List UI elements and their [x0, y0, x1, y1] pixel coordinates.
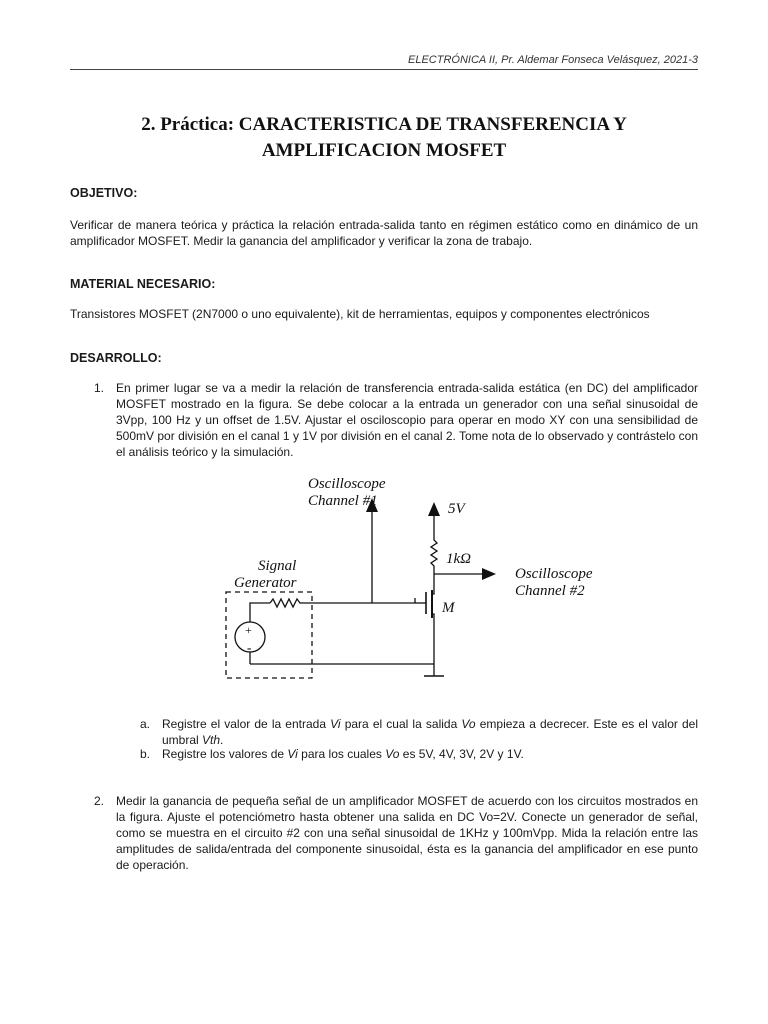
list-item-text: Medir la ganancia de pequeña señal de un amplificador MOSFET de acuerdo con los circuitos mostrados en la figura. Ajuste el potenciómetro hasta obtener una salida en DC Vo=2V. Conecte un generador de señal, como se muestra en el circuito #2 con una señal sinusoidal de 1KHz y 100mVpp. Mida la relación entre las amplitudes de salida/entrada del componente sinusoidal, ésta es la ganancia del amplificador en ese punto de operación.: [116, 794, 698, 872]
mosfet-circuit-diagram: [220, 468, 620, 688]
list-item-number: 1.: [94, 381, 105, 395]
drain-resistor: [431, 516, 437, 572]
list-item-text: En primer lugar se va a medir la relación de transferencia entrada-salida estática (en DC) del amplificador MOSFET mostrado en la figura. Se debe colocar a la entrada un generador con una señal sinusoidal de 3Vpp, 100 Hz y un offset de 1.5V. Ajustar el osciloscopio para operar en modo XY con una sensibilidad de 500mV por división en el canal 1 y 1V por división en el canal 2. Tome nota de lo observado y contrástelo con el análisis teórico y la simulación.: [116, 381, 698, 459]
sub-item-letter: a.: [140, 717, 151, 731]
osc2-label-2: Channel #2: [515, 583, 585, 599]
osc1-label-1: Oscilloscope: [308, 476, 386, 492]
running-header: ELECTRÓNICA II, Pr. Aldemar Fonseca Velásquez, 2021-3: [408, 54, 698, 66]
generator-resistor: [270, 599, 310, 607]
sub-item-b: [70, 746, 698, 762]
objetivo-text: Verificar de manera teórica y práctica la relación entrada-salida tanto en régimen estático como en dinámico de un amplificador MOSFET. Medir la ganancia del amplificador y verificar la zona de trabajo.: [70, 218, 698, 248]
list-item-2: [70, 793, 698, 873]
generator-label-1: Signal: [258, 558, 297, 574]
sub-item-text: Registre los valores de Vi para los cuales Vo es 5V, 4V, 3V, 2V y 1V.: [162, 747, 524, 761]
page-title: [70, 112, 698, 164]
objetivo-heading: OBJETIVO:: [70, 186, 138, 200]
supply-label: 5V: [448, 501, 465, 517]
generator-dashed-box: [226, 592, 312, 678]
osc2-label-1: Oscilloscope: [515, 566, 593, 582]
sub-item-text: Registre el valor de la entrada Vi para el cual la salida Vo empieza a decrecer. Este es el valor del umbral Vth.: [162, 717, 698, 747]
sub-item-letter: b.: [140, 747, 151, 761]
title-line-1: 2. Práctica: CARACTERISTICA DE TRANSFERENCIA Y: [141, 114, 627, 135]
supply-arrowhead: [428, 502, 440, 516]
list-item-1: [70, 380, 698, 460]
material-text: Transistores MOSFET (2N7000 o uno equivalente), kit de herramientas, equipos y componentes electrónicos: [70, 307, 650, 321]
title-line-2: AMPLIFICACION MOSFET: [261, 140, 507, 161]
desarrollo-heading: DESARROLLO:: [70, 351, 162, 365]
osc1-label-2: Channel #1: [308, 493, 378, 509]
sub-item-a: [70, 716, 698, 748]
plus-sign: +: [245, 623, 252, 637]
list-item-number: 2.: [94, 794, 105, 808]
resistor-label: 1kΩ: [446, 551, 472, 567]
transistor-label: M: [442, 600, 455, 616]
channel2-arrowhead: [482, 568, 496, 580]
header-divider: [70, 69, 698, 70]
generator-label-2: Generator: [234, 575, 297, 591]
material-heading: MATERIAL NECESARIO:: [70, 277, 216, 291]
minus-sign: -: [247, 640, 252, 655]
